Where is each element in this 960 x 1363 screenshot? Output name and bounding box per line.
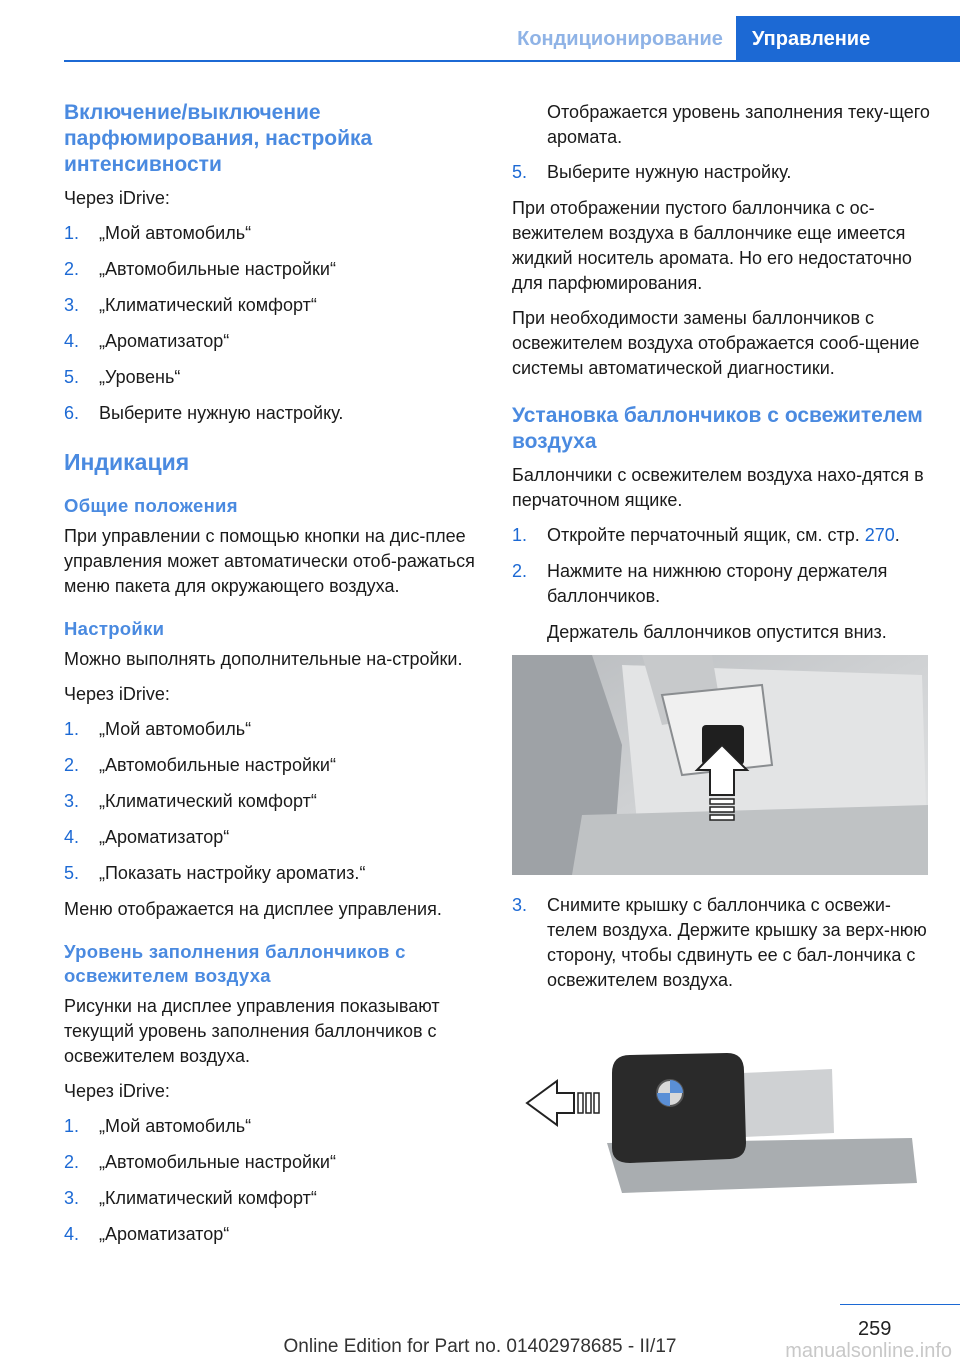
page-number-rule xyxy=(840,1304,960,1305)
step-number: 3. xyxy=(512,895,528,915)
step-text-end: . xyxy=(894,525,900,545)
step-number: 5. xyxy=(512,162,528,182)
heading-settings: Настройки xyxy=(64,618,165,639)
page-reference-link[interactable]: 270 xyxy=(864,525,895,545)
list-item xyxy=(64,753,484,778)
step-number: 1. xyxy=(64,223,80,243)
via-idrive-label: Через iDrive: xyxy=(64,684,170,704)
list-item xyxy=(64,717,484,742)
steps-list-install xyxy=(512,523,932,609)
step-number: 5. xyxy=(64,367,80,387)
step-number: 1. xyxy=(64,719,80,739)
step-text: „Уровень“ xyxy=(99,367,181,387)
step-number: 4. xyxy=(64,1224,80,1244)
list-item xyxy=(64,789,484,814)
canister-illustration xyxy=(512,1033,928,1203)
step-text: „Ароматизатор“ xyxy=(99,827,230,847)
steps-list-level xyxy=(64,1114,484,1247)
step-number: 2. xyxy=(512,561,528,581)
list-item xyxy=(64,1222,484,1247)
page-number: 259 xyxy=(858,1318,892,1340)
step-number: 4. xyxy=(64,827,80,847)
step-text: Нажмите на нижнюю сторону держателя баллончиков. xyxy=(547,561,888,606)
paragraph-settings: Можно выполнять дополнительные на-стройки. xyxy=(64,649,463,669)
step-text: Выберите нужную настройку. xyxy=(99,403,344,423)
list-item xyxy=(64,861,484,886)
step-text: „Ароматизатор“ xyxy=(99,331,230,351)
list-item xyxy=(64,401,484,426)
paragraph-empty-canister: При отображении пустого баллончика с ос-вежителем воздуха в баллончике еще имеется жидкий носитель аромата. Но его недостаточно для парфюмирования. xyxy=(512,198,912,293)
list-item xyxy=(64,329,484,354)
step-number: 3. xyxy=(64,791,80,811)
step-text: „Автомобильные настройки“ xyxy=(99,1152,336,1172)
step-number: 2. xyxy=(64,1152,80,1172)
step-text: „Климатический комфорт“ xyxy=(99,791,317,811)
section-tab-controls[interactable] xyxy=(736,16,960,62)
step-text: „Ароматизатор“ xyxy=(99,1224,230,1244)
step-number: 4. xyxy=(64,331,80,351)
steps-list-remove-cap xyxy=(512,893,932,993)
figure-glovebox-holder xyxy=(512,655,928,875)
list-item xyxy=(64,1150,484,1175)
heading-install-canisters: Установка баллончиков с освежителем воздуха xyxy=(512,404,923,453)
step-text: „Мой автомобиль“ xyxy=(99,223,252,243)
paragraph-holder-lowers: Держатель баллончиков опустится вниз. xyxy=(547,622,887,642)
list-item xyxy=(64,293,484,318)
step-text: Снимите крышку с баллончика с освежи-телем воздуха. Держите крышку за верх-нюю сторону, чтобы сдвинуть ее с бал-лончика с освежителем воздуха. xyxy=(547,895,927,990)
heading-indication: Индикация xyxy=(64,449,190,475)
list-item xyxy=(64,1114,484,1139)
step-text: „Мой автомобиль“ xyxy=(99,719,252,739)
glovebox-illustration xyxy=(512,655,928,875)
paragraph-general: При управлении с помощью кнопки на дис-плее управления может автоматически отоб-ражаться меню пакета для окружающего воздуха. xyxy=(64,526,475,596)
edition-footer: Online Edition for Part no. 01402978685 - II/17 xyxy=(283,1336,677,1357)
list-item xyxy=(64,257,484,282)
list-item xyxy=(512,523,932,548)
step-text: Выберите нужную настройку. xyxy=(547,162,792,182)
paragraph-fill-level: Рисунки на дисплее управления показывают текущий уровень заполнения баллончиков с освежителем воздуха. xyxy=(64,996,440,1066)
via-idrive-label: Через iDrive: xyxy=(64,188,170,208)
watermark: manualsonline.info xyxy=(785,1340,952,1362)
list-item xyxy=(64,1186,484,1211)
step-text: „Климатический комфорт“ xyxy=(99,295,317,315)
step-text: „Климатический комфорт“ xyxy=(99,1188,317,1208)
left-column xyxy=(64,100,484,1258)
list-item xyxy=(512,160,932,185)
list-item xyxy=(64,365,484,390)
figure-canister-cap xyxy=(512,1033,928,1203)
right-column xyxy=(512,100,932,1203)
paragraph-menu: Меню отображается на дисплее управления. xyxy=(64,899,442,919)
step-text: „Мой автомобиль“ xyxy=(99,1116,252,1136)
list-item xyxy=(64,221,484,246)
step-number: 2. xyxy=(64,755,80,775)
paragraph-install: Баллончики с освежителем воздуха нахо-дятся в перчаточном ящике. xyxy=(512,465,924,510)
step-number: 3. xyxy=(64,295,80,315)
list-item xyxy=(512,559,932,609)
step-text: „Автомобильные настройки“ xyxy=(99,259,336,279)
step-text: „Автомобильные настройки“ xyxy=(99,755,336,775)
list-item xyxy=(64,825,484,850)
paragraph-level-continued: Отображается уровень заполнения теку-щего аромата. xyxy=(547,102,930,147)
section-tab-climate[interactable]: Кондиционирование xyxy=(517,28,723,50)
step-number: 5. xyxy=(64,863,80,883)
heading-fill-level: Уровень заполнения баллончиков с освежителем воздуха xyxy=(64,941,406,986)
step-number: 2. xyxy=(64,259,80,279)
heading-general: Общие положения xyxy=(64,495,238,516)
step-number: 3. xyxy=(64,1188,80,1208)
steps-list-settings xyxy=(64,717,484,886)
steps-list-toggle xyxy=(64,221,484,426)
step-text: „Показать настройку ароматиз.“ xyxy=(99,863,366,883)
page-header xyxy=(0,0,960,62)
list-item xyxy=(512,893,932,993)
step-number: 1. xyxy=(512,525,528,545)
section-tab-controls-label: Управление xyxy=(752,28,871,50)
header-rule xyxy=(64,60,960,62)
via-idrive-label: Через iDrive: xyxy=(64,1081,170,1101)
step-text: Откройте перчаточный ящик, см. стр. xyxy=(547,525,860,545)
step-number: 1. xyxy=(64,1116,80,1136)
heading-toggle-perfume: Включение/выключение парфюмирования, настройка интенсивности xyxy=(64,101,373,176)
step-number: 6. xyxy=(64,403,80,423)
paragraph-replace-message: При необходимости замены баллончиков с освежителем воздуха отображается сооб-щение системы автоматической диагностики. xyxy=(512,308,920,378)
steps-list-continued xyxy=(512,160,932,185)
